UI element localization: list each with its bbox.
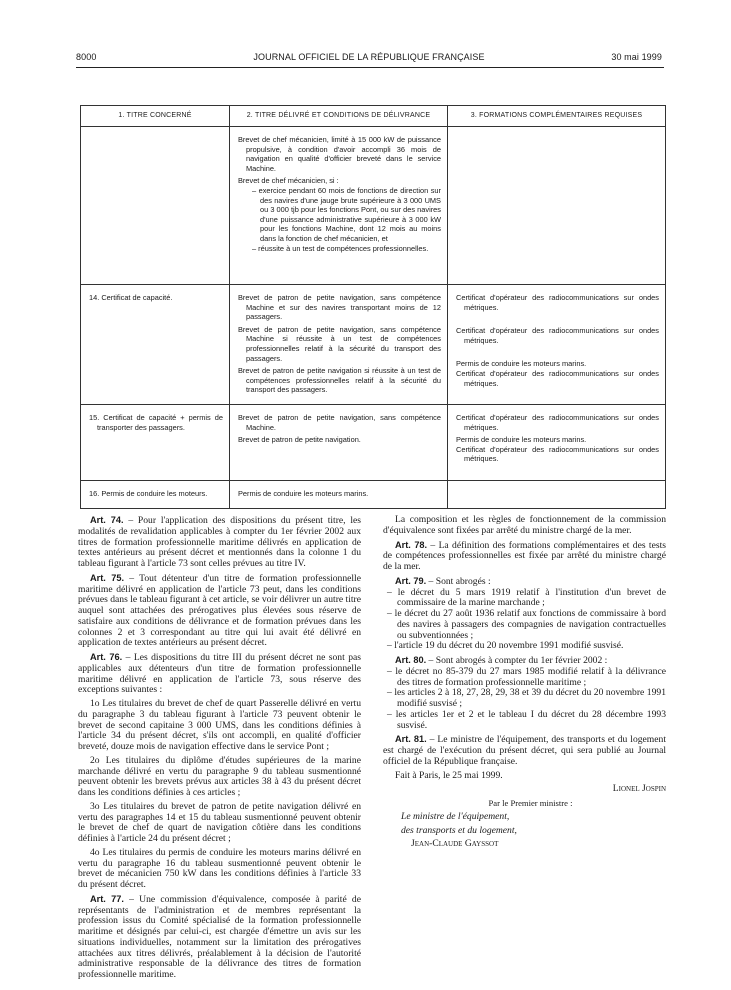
- article-label: Art. 78.: [395, 539, 428, 550]
- cell-text: Certificat d'opérateur des radiocommunications sur ondes métriques.: [456, 368, 659, 388]
- article-label: Art. 80.: [395, 655, 427, 665]
- minister-title: Le ministre de l'équipement,: [401, 810, 510, 822]
- table-cell: [448, 480, 666, 508]
- table-row: [81, 285, 666, 405]
- table-row: [81, 127, 666, 285]
- cell-dash-item: – exercice pendant 60 mois de fonctions de direction sur des navires d'une jauge brute supérieure à 3 000 UMS ou 3 000 tjb pour les fonctions Pont, ou sur des navires d'une puissance administrative supérieure à 3 000 kW pour les fonctions Machine, dont 12 mois au moins dans la fonction de chef mécanicien, et: [252, 185, 441, 243]
- cell-text: Brevet de chef mécanicien, si :: [238, 176, 339, 186]
- list-item: – le décret du 27 août 1936 relatif aux fonctions de commissaire à bord des navires à passagers des compagnies de navigation contractuelles ou subventionnées ;: [387, 608, 666, 641]
- article-paragraph: La composition et les règles de fonctionnement de la commission d'équivalence sont fixées par arrêté du ministre chargé de la mer.: [383, 514, 666, 536]
- article-paragraph: 3o Les titulaires du brevet de patron de petite navigation délivré en vertu des paragraphes 14 et 15 du tableau susmentionné peuvent obtenir le brevet de chef de quart de navigation côtière dans les conditions définies à l'article 24 du présent décret ;: [78, 800, 361, 844]
- article-76: [78, 652, 361, 696]
- cell-text: Permis de conduire les moteurs marins.: [456, 435, 587, 445]
- cell-text: Permis de conduire les moteurs marins.: [238, 488, 369, 498]
- article-text: – Une commission d'équivalence, composée à parité de représentants de l'administration et de membres représentant la profession issus du Comité spécialisé de la formation professionnelle maritime et désignés par celui-ci, est chargée d'émettre un avis sur les situations individuelles, notamment sur la limitation des prérogatives attachées aux titres délivrés, préalablement à la décision de l'autorité administrative responsable de la délivrance des titres de formation professionnelle maritime.: [78, 893, 361, 980]
- table-header-row: [81, 106, 666, 127]
- article-label: Art. 79.: [395, 575, 427, 586]
- article-78: [383, 540, 666, 573]
- article-text: – Sont abrogés à compter du 1er février 2002 :: [426, 655, 608, 666]
- cell-text: Certificat d'opérateur des radiocommunications sur ondes métriques.: [456, 293, 659, 312]
- article-text: – Pour l'application des dispositions du présent titre, les modalités de revalidation applicables à compter du 1er février 2002 aux titres de formation professionnelle maritime délivrés en application de textes antérieurs au présent décret et mentionnés dans la colonne 1 du tableau figurant à l'article 73 sont celles prévues au titre IV.: [78, 515, 361, 569]
- table-cell: [448, 127, 666, 285]
- article-paragraph: 4o Les titulaires du permis de conduire les moteurs marins délivré en vertu du paragraphe 16 du tableau susmentionné peuvent obtenir le brevet de mécanicien 750 kW dans les conditions définies à l'article 33 du présent décret.: [78, 846, 361, 890]
- page-header: [76, 52, 662, 66]
- article-text: – Tout détenteur d'un titre de formation professionnelle maritime délivré en application de l'article 73 peut, dans les conditions prévues dans le tableau figurant à cet article, se voir délivrer un autre titre auquel sont attachées des prérogatives plus élevées sous réserve de satisfaire aux conditions de délivrance et de formation prévues dans les colonnes 2 et 3 correspondant au titre qui lui avait été délivré en application de textes antérieurs au présent décret.: [78, 572, 361, 649]
- cell-text: Certificat d'opérateur des radiocommunications sur ondes métriques.: [456, 412, 659, 432]
- cell-text: Brevet de chef mécanicien, limité à 15 000 kW de puissance propulsive, à condition d'avoir accompli 36 mois de navigation en qualité d'officier breveté dans le service Machine.: [238, 135, 441, 173]
- publication-date: 30 mai 1999: [611, 52, 662, 62]
- article-text: – Le ministre de l'équipement, des transports et du logement est chargé de l'exécution du présent décret, qui sera publié au Journal officiel de la République française.: [383, 734, 666, 767]
- equivalence-table: [80, 105, 666, 509]
- cell-text: Permis de conduire les moteurs marins.: [456, 359, 587, 369]
- cell-text: 16. Permis de conduire les moteurs.: [89, 488, 208, 498]
- cell-text: 15. Certificat de capacité + permis de transporter des passagers.: [89, 412, 223, 432]
- cell-text: Brevet de patron de petite navigation si réussite à un test de compétences professionnelles relatif à la sécurité du transport des passagers.: [238, 366, 441, 395]
- right-column: [383, 515, 666, 853]
- cell-text: 14. Certificat de capacité.: [89, 293, 173, 302]
- table-row: [81, 480, 666, 508]
- list-item: – les articles 1er et 2 et le tableau I du décret du 28 décembre 1993 susvisé.: [387, 708, 666, 731]
- column-header: 2. TITRE DÉLIVRÉ ET CONDITIONS DE DÉLIVRANCE: [230, 106, 448, 127]
- cell-dash-item: – réussite à un test de compétences professionnelles.: [252, 243, 429, 253]
- article-75: [78, 573, 361, 649]
- table-cell: [448, 404, 666, 480]
- article-74: [78, 515, 361, 570]
- table-cell: [81, 285, 230, 405]
- table-cell: [81, 480, 230, 508]
- article-text: – La définition des formations complémentaires et des tests de compétences professionnelles est fixée par arrêté du ministre chargé de la mer.: [383, 539, 666, 572]
- list-item: – les articles 2 à 18, 27, 28, 29, 38 et 39 du décret du 20 novembre 1991 modifié susvisé ;: [387, 687, 666, 709]
- table-cell: [230, 404, 448, 480]
- signatory-name: Lionel Jospin: [612, 783, 666, 795]
- left-column: [78, 515, 361, 984]
- cell-text: Brevet de patron de petite navigation.: [238, 435, 361, 445]
- table-cell: [81, 404, 230, 480]
- article-80: [383, 655, 666, 667]
- article-label: Art. 77.: [90, 893, 124, 904]
- list-item: – l'article 19 du décret du 20 novembre 1991 modifié susvisé.: [387, 640, 624, 652]
- table-row: [81, 404, 666, 480]
- article-label: Art. 75.: [90, 572, 125, 583]
- table-cell: [81, 127, 230, 285]
- article-paragraph: 1o Les titulaires du brevet de chef de quart Passerelle délivré en vertu du paragraphe 3 du tableau figurant à l'article 73 peuvent obtenir le brevet de second capitaine 3 000 UMS, dans les conditions définies à l'article 34 du présent décret, s'ils ont accompli, en qualité d'officier breveté, douze mois de navigation effective dans le service Pont ;: [78, 698, 361, 752]
- cell-text: Certificat d'opérateur des radiocommunications sur ondes métriques.: [456, 444, 659, 464]
- header-rule: [76, 67, 664, 68]
- article-paragraph: 2o Les titulaires du diplôme d'études supérieures de la marine marchande délivré en vertu du paragraphe 9 du tableau susmentionné peuvent obtenir les brevets prévus aux articles 38 à 43 du présent décret dans les conditions définies à ces articles ;: [78, 754, 361, 798]
- article-79: [383, 576, 666, 588]
- list-item: – le décret du 5 mars 1919 relatif à l'institution d'un brevet de commissaire de la marine marchande ;: [387, 586, 666, 609]
- article-label: Art. 76.: [90, 652, 123, 662]
- minister-name: Jean-Claude Gayssot: [411, 838, 499, 850]
- article-77: [78, 894, 361, 981]
- table-cell: [230, 127, 448, 285]
- article-label: Art. 74.: [90, 515, 124, 525]
- cell-text: Certificat d'opérateur des radiocommunications sur ondes métriques.: [456, 326, 659, 345]
- cell-text: Brevet de patron de petite navigation, sans compétence Machine si réussite à un test de compétences professionnelles relatif à la sécurité du transport des passagers.: [238, 324, 441, 363]
- table-cell: [448, 285, 666, 405]
- article-text: – Sont abrogés :: [426, 575, 491, 587]
- article-text: – Les dispositions du titre III du présent décret ne sont pas applicables aux détenteurs d'un titre de formation professionnelle maritime délivré en application de l'article 73, sous réserve des exceptions suivantes :: [78, 652, 361, 696]
- article-label: Art. 81.: [395, 734, 427, 745]
- column-header: 3. FORMATIONS COMPLÉMENTAIRES REQUISES: [448, 106, 666, 127]
- cell-text: Brevet de patron de petite navigation, sans compétence Machine et sur des navires transportant moins de 12 passagers.: [238, 293, 441, 322]
- page-number: 8000: [76, 52, 97, 62]
- table-cell: [230, 285, 448, 405]
- cell-text: Brevet de patron de petite navigation, sans compétence Machine.: [238, 412, 441, 432]
- column-header: 1. TITRE CONCERNÉ: [81, 106, 230, 127]
- journal-title: JOURNAL OFFICIEL DE LA RÉPUBLIQUE FRANÇAISE: [253, 52, 485, 62]
- place-date: Fait à Paris, le 25 mai 1999.: [395, 769, 503, 781]
- by-prime-minister: Par le Premier ministre :: [488, 798, 573, 808]
- table-cell: [230, 480, 448, 508]
- minister-title: des transports et du logement,: [401, 824, 517, 836]
- list-item: – le décret no 85-379 du 27 mars 1985 modifié relatif à la délivrance des titres de formation professionnelle maritime ;: [387, 665, 666, 688]
- article-81: [383, 734, 666, 767]
